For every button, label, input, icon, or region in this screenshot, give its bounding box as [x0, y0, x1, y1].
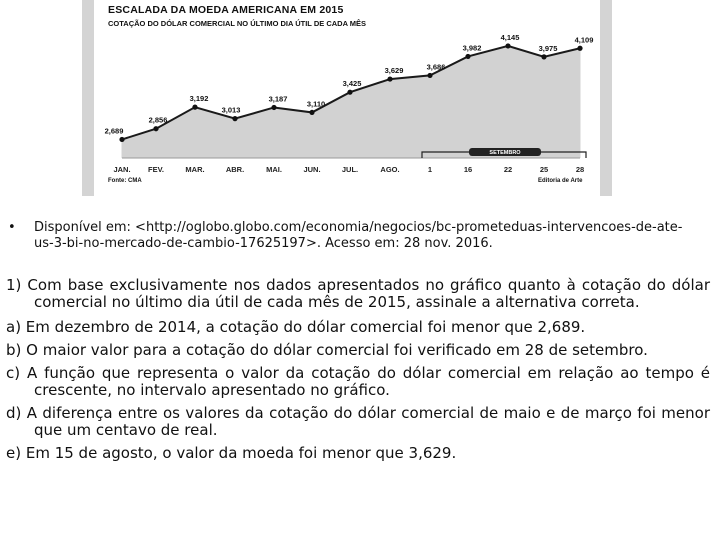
- option-c[interactable]: c) A função que representa o valor da cotação do dólar comercial em relação ao tempo é crescente, no intervalo apresentado no gráfico.: [6, 364, 710, 399]
- data-label-9: 3,982: [462, 43, 482, 53]
- option-d[interactable]: d) A diferença entre os valores da cotação do dólar comercial de maio e de março foi menor que um centavo de real.: [6, 404, 710, 439]
- data-label-4: 3,187: [268, 94, 288, 104]
- data-label-10: 4,145: [500, 32, 520, 42]
- option-b[interactable]: b) O maior valor para a cotação do dólar comercial foi verificado em 28 de setembro.: [6, 341, 648, 359]
- x-tick-label-10: 22: [503, 165, 513, 174]
- x-tick-label-9: 16: [463, 165, 473, 174]
- question-stem: 1) Com base exclusivamente nos dados apresentados no gráfico quanto à cotação do dólar comercial no último dia útil de cada mês de 2015, assinale a alternativa correta.: [6, 276, 710, 311]
- data-point-11: [541, 54, 546, 59]
- data-point-0: [119, 137, 124, 142]
- data-point-4: [271, 105, 276, 110]
- data-point-2: [192, 105, 197, 110]
- source-reference: [8, 220, 688, 252]
- source-reference-text: Disponível em: <http://oglobo.globo.com/economia/negocios/bc-prometeduas-intervencoes-de-ate-us-3-bi-no-mercado-de-cambio-17625197>. Acesso em: 28 nov. 2016.: [34, 220, 683, 251]
- data-label-0: 2,689: [104, 126, 124, 136]
- data-point-7: [387, 76, 392, 81]
- data-point-8: [427, 73, 432, 78]
- data-point-5: [309, 110, 314, 115]
- x-tick-label-1: FEV.: [148, 165, 164, 174]
- x-tick-label-0: JAN.: [113, 165, 131, 174]
- data-label-12: 4,109: [574, 35, 594, 45]
- data-label-3: 3,013: [221, 105, 241, 115]
- data-point-12: [577, 46, 582, 51]
- data-label-6: 3,425: [342, 79, 362, 89]
- data-label-11: 3,975: [538, 43, 558, 53]
- data-point-10: [505, 43, 510, 48]
- x-tick-label-12: 28: [575, 165, 585, 174]
- data-label-1: 2,856: [148, 115, 168, 125]
- september-label: SETEMBRO: [489, 150, 521, 156]
- x-tick-label-11: 25: [539, 165, 549, 174]
- x-tick-label-6: JUL.: [341, 165, 359, 174]
- x-tick-label-2: MAR.: [185, 165, 205, 174]
- data-label-8: 3,686: [426, 62, 446, 72]
- line-chart: [94, 0, 600, 196]
- x-tick-label-4: MAI.: [266, 165, 282, 174]
- chart-subtitle: COTAÇÃO DO DÓLAR COMERCIAL NO ÚLTIMO DIA ÚTIL DE CADA MÊS: [108, 19, 367, 28]
- x-tick-label-7: AGO.: [380, 165, 400, 174]
- data-label-2: 3,192: [189, 94, 209, 104]
- data-label-5: 3,110: [306, 99, 326, 109]
- x-tick-label-8: 1: [427, 165, 433, 174]
- option-a[interactable]: a) Em dezembro de 2014, a cotação do dólar comercial foi menor que 2,689.: [6, 318, 586, 336]
- x-tick-label-3: ABR.: [225, 165, 245, 174]
- chart-source: Fonte: CMA: [108, 178, 142, 184]
- data-point-9: [465, 54, 470, 59]
- data-label-7: 3,629: [384, 66, 404, 76]
- bullet: •: [8, 220, 16, 235]
- x-tick-label-5: JUN.: [303, 165, 321, 174]
- option-e[interactable]: e) Em 15 de agosto, o valor da moeda foi menor que 3,629.: [6, 444, 457, 462]
- chart-panel: [82, 0, 612, 196]
- chart-credit: Editoria de Arte: [538, 178, 583, 184]
- data-point-6: [347, 90, 352, 95]
- chart-title: ESCALADA DA MOEDA AMERICANA EM 2015: [108, 4, 344, 16]
- data-point-1: [153, 126, 158, 131]
- data-point-3: [232, 116, 237, 121]
- question-block: [6, 277, 710, 468]
